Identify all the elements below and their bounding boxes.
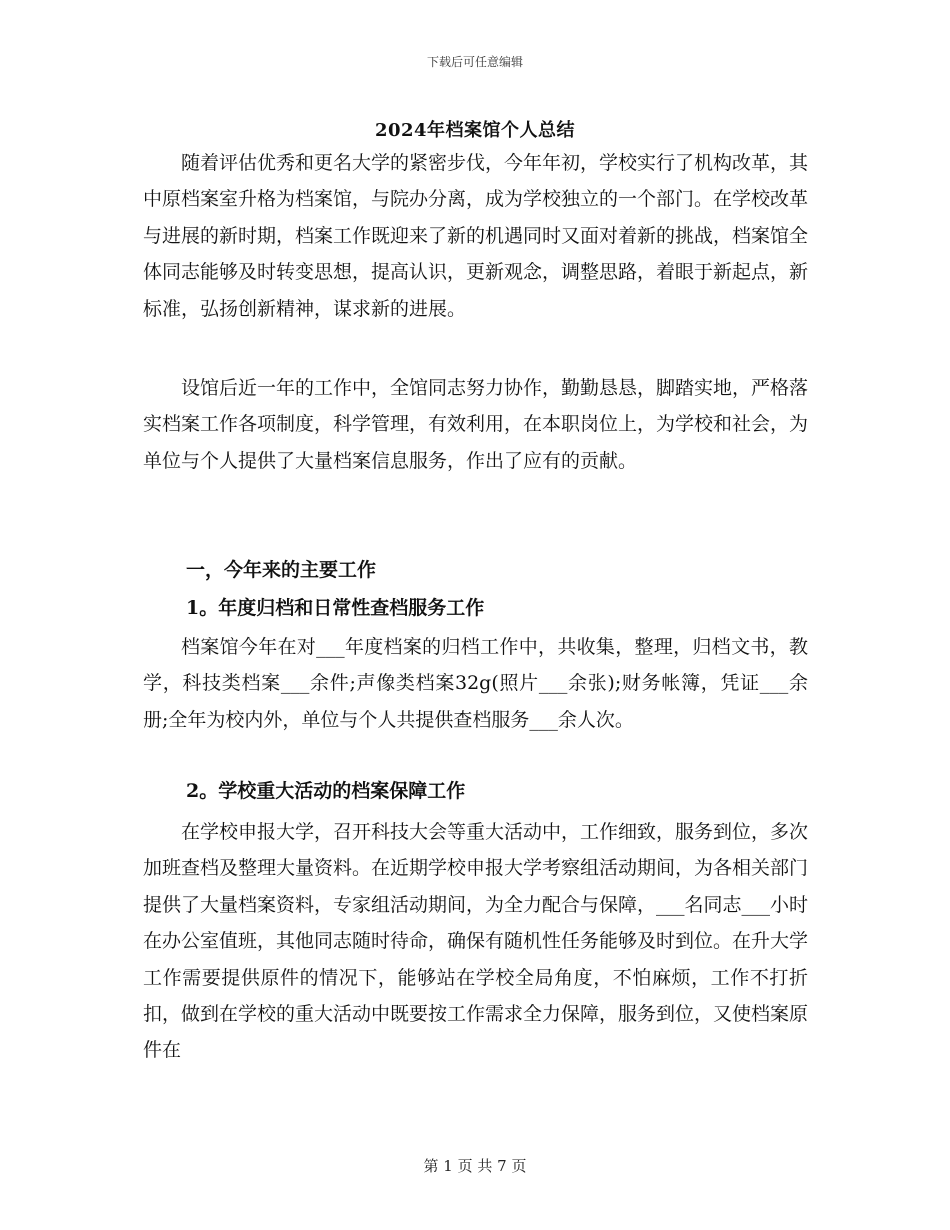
page-number-footer: 第 1 页 共 7 页 [423, 1157, 527, 1175]
document-title: 2024年档案馆个人总结 [374, 120, 576, 141]
intro-paragraph-block [143, 145, 808, 327]
paragraph-intro: 随着评估优秀和更名大学的紧密步伐，今年年初，学校实行了机构改革，其中原档案室升格为档案馆，与院办分离，成为学校独立的一个部门。在学校改革与进展的新时期，档案工作既迎来了新的机遇同时又面对着新的挑战，档案馆全体同志能够及时转变思想，提高认识，更新观念，调整思路，着眼于新起点，新标准，弘扬创新精神，谋求新的进展。 [143, 152, 809, 320]
paragraph-work-summary: 设馆后近一年的工作中，全馆同志努力协作，勤勤恳恳，脚踏实地，严格落实档案工作各项制度，科学管理，有效利用，在本职岗位上，为学校和社会，为单位与个人提供了大量档案信息服务，作出了应有的贡献。 [143, 377, 809, 472]
paragraph-major-events: 在学校申报大学，召开科技大会等重大活动中，工作细致，服务到位，多次加班查档及整理大量资料。在近期学校申报大学考察组活动期间，为各相关部门提供了大量档案资料，专家组活动期间，为全力配合与保障，___名同志___小时在办公室值班，其他同志随时待命，确保有随机性任务能够及时到位。在升大学工作需要提供原件的情况下，能够站在学校全局角度，不怕麻烦，工作不打折扣，做到在学校的重大活动中既要按工作需求全力保障，服务到位，又使档案原件在 [143, 821, 809, 1062]
subsection-heading-major-events: 2。学校重大活动的档案保障工作 [186, 780, 466, 802]
second-paragraph-block [143, 370, 808, 479]
archiving-paragraph-block [143, 629, 808, 738]
subsection-heading-archiving: 1。年度归档和日常性查档服务工作 [186, 597, 485, 619]
page-header-note: 下载后可任意编辑 [426, 55, 523, 69]
section-heading-main-work: 一，今年来的主要工作 [186, 559, 377, 581]
paragraph-archiving: 档案馆今年在对___年度档案的归档工作中，共收集，整理，归档文书，教学，科技类档案___余件;声像类档案32g(照片___余张);财务帐簿，凭证___余册;全年为校内外，单位与个人共提供查档服务___余人次。 [143, 636, 808, 731]
major-events-paragraph-block [143, 814, 808, 1069]
